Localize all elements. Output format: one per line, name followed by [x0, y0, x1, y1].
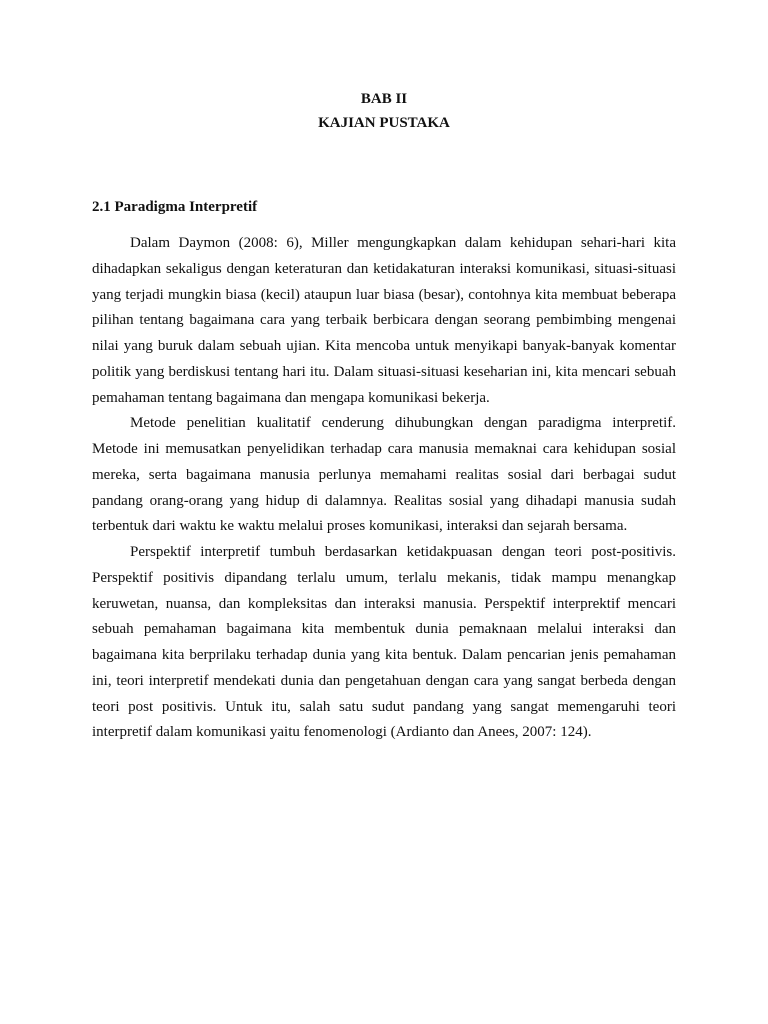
paragraph: Dalam Daymon (2008: 6), Miller mengungkapkan dalam kehidupan sehari-hari kita dihadapkan sekaligus dengan keteraturan dan ketidakaturan interaksi komunikasi, situasi-situasi yang terjadi mungkin biasa (kecil) ataupun luar biasa (besar), contohnya kita membuat beberapa pilihan tentang bagaimana cara yang terbaik berbicara dengan seorang pembimbing mengenai nilai yang buruk dalam sebuah ujian. Kita mencoba untuk menyikapi banyak-banyak komentar politik yang berdiskusi tentang hari itu. Dalam situasi-situasi keseharian ini, kita mencari sebuah pemahaman tentang bagaimana dan mengapa komunikasi bekerja. — [92, 235, 676, 406]
section-title: 2.1 Paradigma Interpretif — [92, 199, 258, 215]
chapter-title: KAJIAN PUSTAKA — [318, 115, 450, 131]
paragraph: Perspektif interpretif tumbuh berdasarkan ketidakpuasan dengan teori post-positivis. Perspektif positivis dipandang terlalu umum, terlalu mekanis, tidak mampu menangkap keruwetan, nuansa, dan kompleksitas dan interaksi manusia. Perspektif interprektif mencari sebuah pemahaman bagaimana kita membentuk dunia pemaknaan melalui interaksi dan bagaimana kita berprilaku terhadap dunia yang kita bentuk. Dalam pencarian jenis pemahaman ini, teori interpretif mendekati dunia dan pengetahuan dengan cara yang sangat berbeda dengan teori post positivis. Untuk itu, salah satu sudut pandang yang sangat memengaruhi teori interpretif dalam komunikasi yaitu fenomenologi (Ardianto dan Anees, 2007: 124). — [92, 544, 676, 741]
chapter-number: BAB II — [360, 91, 408, 107]
paragraph: Metode penelitian kualitatif cenderung dihubungkan dengan paradigma interpretif. Metode ini memusatkan penyelidikan terhadap cara manusia memaknai cara kehidupan sosial mereka, serta bagaimana manusia perlunya memahami realitas sosial dari berbagai sudut pandang orang-orang yang hidup di dalamnya. Realitas sosial yang dihadapi manusia sudah terbentuk dari waktu ke waktu melalui proses komunikasi, interaksi dan sejarah bersama. — [92, 415, 676, 535]
section-body — [92, 231, 676, 746]
chapter-heading — [92, 87, 676, 135]
